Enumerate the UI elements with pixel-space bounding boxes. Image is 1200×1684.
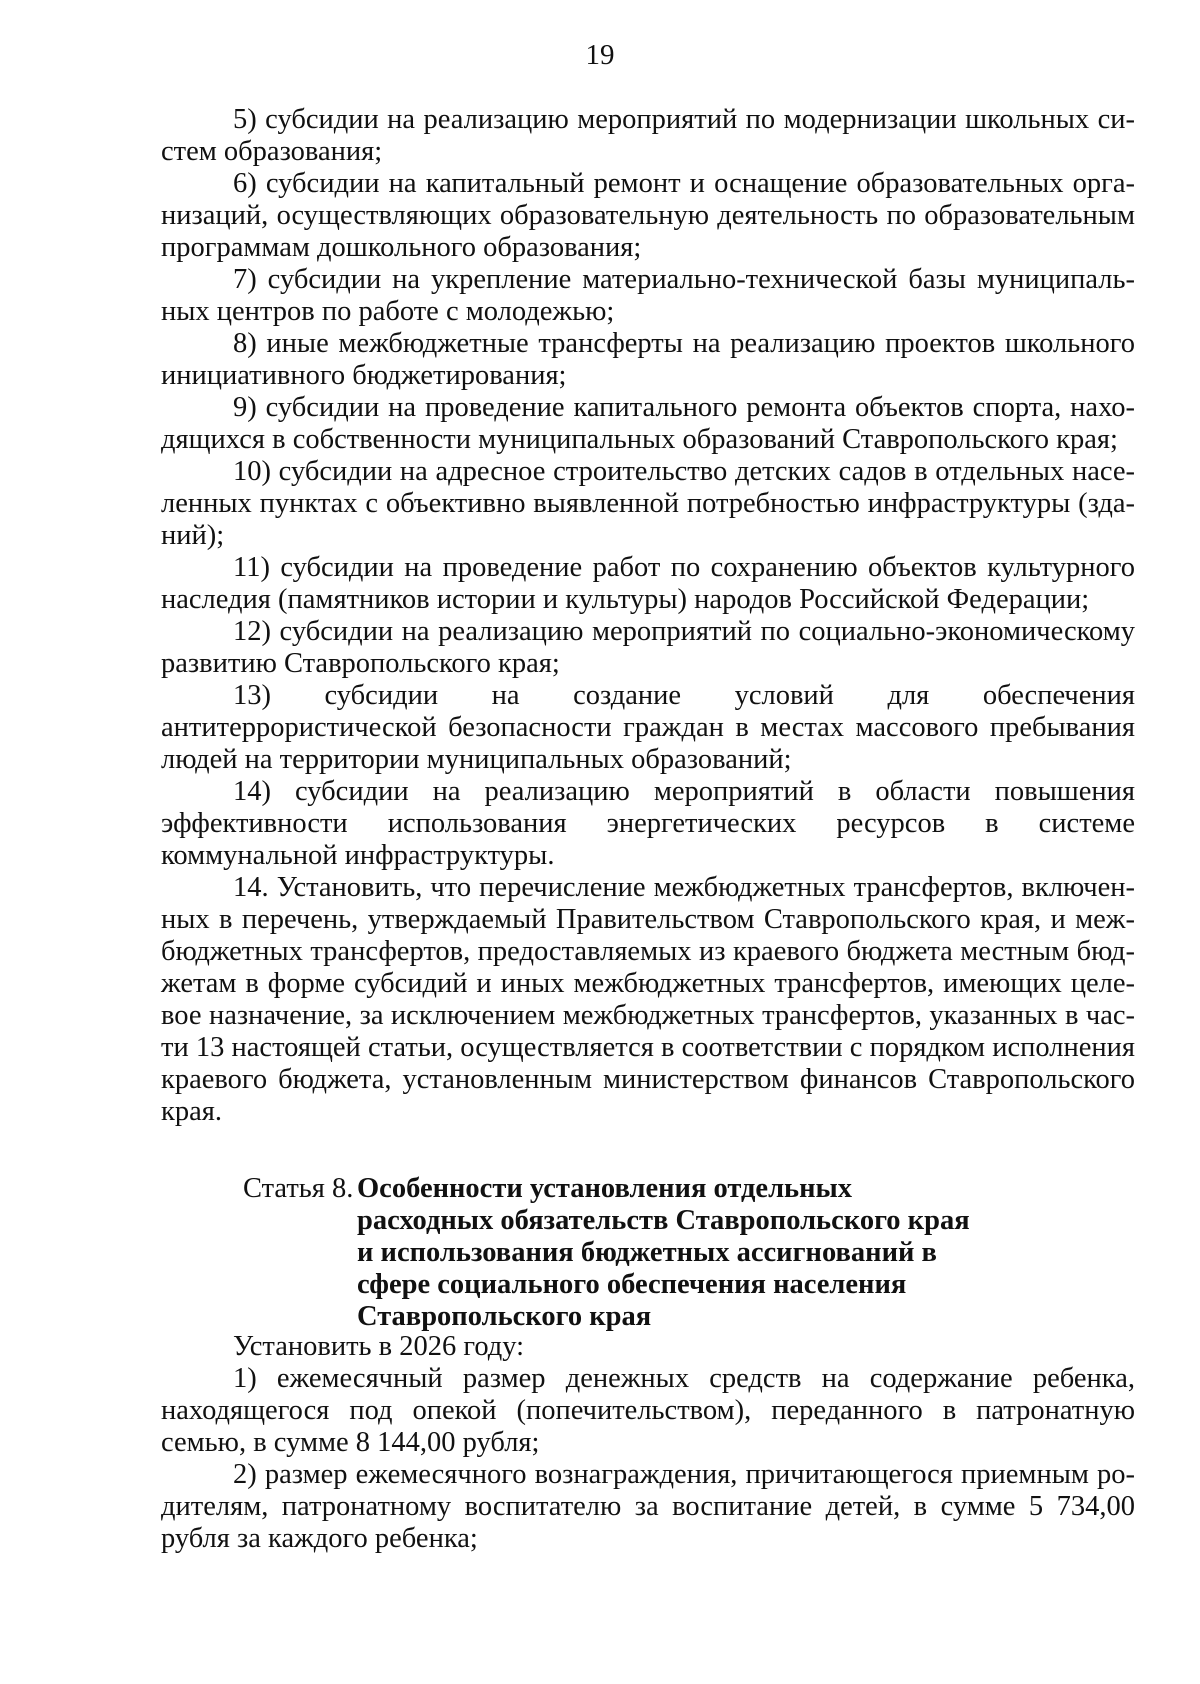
paragraph-art8-item-2: 2) размер ежемесячного вознаграждения, причитающегося приемным родителям, патронатному воспитателю за воспитание детей, в сумме 5 734,00 рубля за каждого ребенка; — [161, 1459, 1135, 1554]
paragraph-item-12: 12) субсидии на реализацию мероприятий по социально-экономическому развитию Ставропольского края; — [161, 616, 1135, 679]
paragraph-item-11: 11) субсидии на проведение работ по сохранению объектов культурного наследия (памятников истории и культуры) народов Российской Федерации; — [161, 552, 1135, 615]
paragraph-item-10: 10) субсидии на адресное строительство детских садов в отдельных населенных пунктах с объективно выявленной потребностью инфраструктуры (зданий); — [161, 456, 1135, 551]
paragraph-item-7: 7) субсидии на укрепление материально-технической базы муниципальных центров по работе с молодежью; — [161, 264, 1135, 327]
paragraph-item-6: 6) субсидии на капитальный ремонт и оснащение образовательных организаций, осуществляющих образовательную деятельность по образовательным программам дошкольного образования; — [161, 168, 1135, 263]
article-label: Статья 8. — [243, 1173, 354, 1204]
paragraph-part-14: 14. Установить, что перечисление межбюджетных трансфертов, включенных в перечень, утверждаемый Правительством Ставропольского края, и межбюджетных трансфертов, предоставляемых из краевого бюджета местным бюджетам в форме субсидий и иных межбюджетных трансфертов, имеющих целевое назначение, за исключением межбюджетных трансфертов, указанных в части 13 настоящей статьи, осуществляется в соответствии с порядком исполнения краевого бюджета, установленным министерством финансов Ставропольского края. — [161, 872, 1135, 1127]
paragraph-item-13: 13) субсидии на создание условий для обеспечения антитеррористической безопасности граждан в местах массового пребывания людей на территории муниципальных образований; — [161, 680, 1135, 775]
article-title: Особенности установления отдельных расходных обязательств Ставропольского края и использования бюджетных ассигнований в сфере социального обеспечения населения Ставропольского края — [357, 1173, 970, 1332]
paragraph-item-5: 5) субсидии на реализацию мероприятий по модернизации школьных систем образования; — [161, 104, 1135, 167]
article-heading — [161, 1173, 1135, 1333]
subsidies-list — [161, 104, 1135, 1128]
article-8-body — [161, 1331, 1135, 1555]
paragraph-item-8: 8) иные межбюджетные трансферты на реализацию проектов школьного инициативного бюджетирования; — [161, 328, 1135, 391]
page-number: 19 — [585, 39, 615, 71]
paragraph-intro: Установить в 2026 году: — [233, 1331, 525, 1362]
paragraph-item-14: 14) субсидии на реализацию мероприятий в области повышения эффективности использования энергетических ресурсов в системе коммунальной инфраструктуры. — [161, 776, 1135, 871]
paragraph-item-9: 9) субсидии на проведение капитального ремонта объектов спорта, находящихся в собственности муниципальных образований Ставропольского края; — [161, 392, 1135, 455]
paragraph-art8-item-1: 1) ежемесячный размер денежных средств на содержание ребенка, находящегося под опекой (попечительством), переданного в патронатную семью, в сумме 8 144,00 рубля; — [161, 1363, 1135, 1458]
